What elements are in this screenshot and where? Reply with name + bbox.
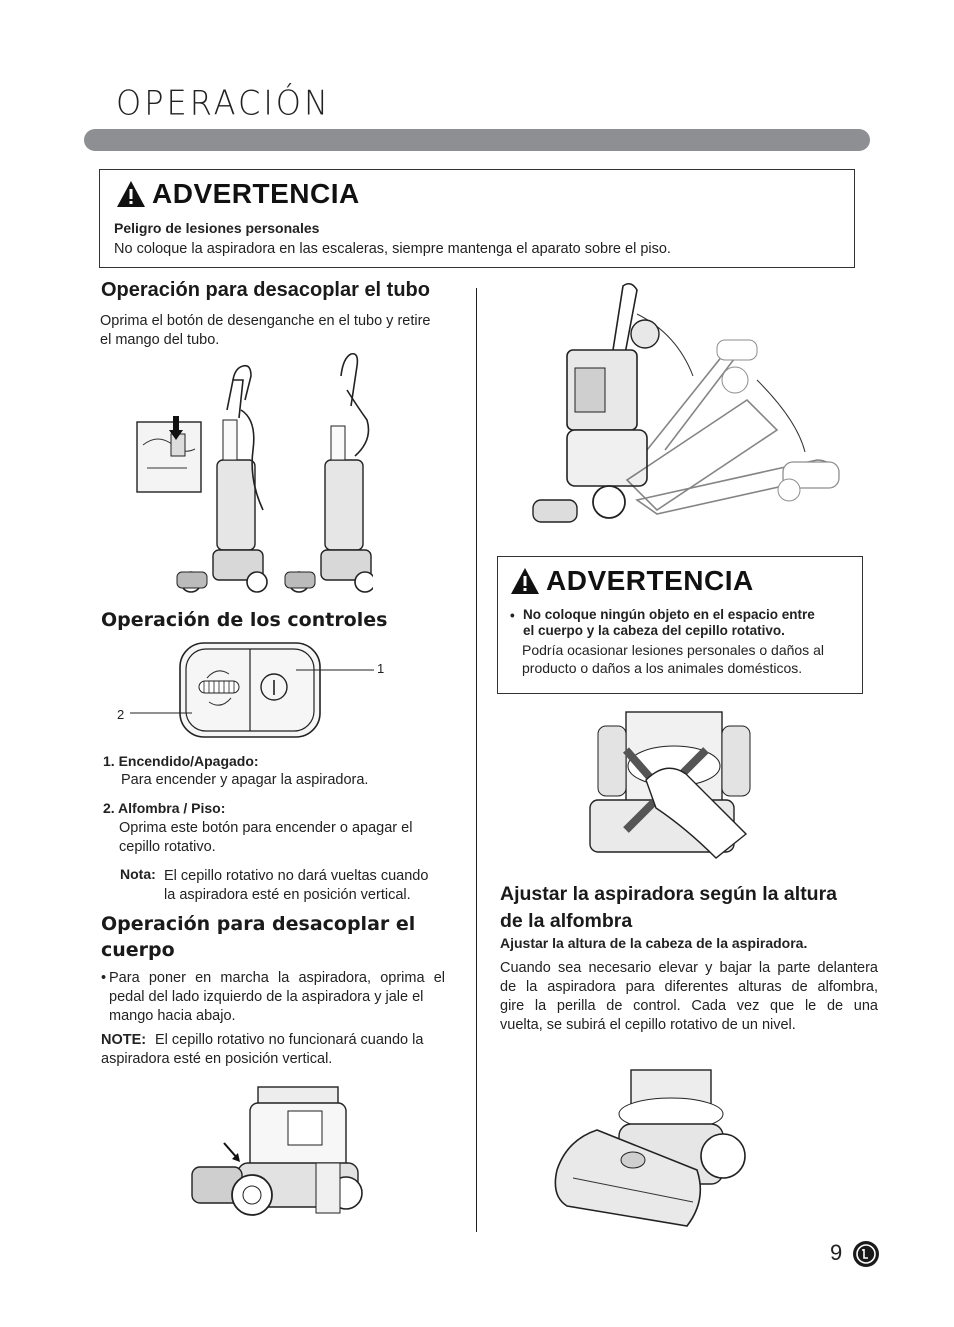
warning-right-text-1: Podría ocasionar lesiones personales o daños al (522, 642, 824, 658)
item2-text-2: cepillo rotativo. (119, 839, 216, 855)
warning-triangle-icon (510, 567, 540, 595)
tube-text-1: Oprima el botón de desenganche en el tubo y retire (100, 313, 431, 329)
callout-2: 2 (117, 707, 125, 722)
note-text-2: la aspiradora esté en posición vertical. (164, 887, 411, 903)
item1-text: Para encender y apagar la aspiradora. (121, 772, 369, 788)
warning-right-text-2: producto o daños a los animales domésticos. (522, 660, 803, 676)
item1-title: 1. Encendido/Apagado: (103, 753, 259, 769)
hand-brush-illustration (586, 710, 770, 862)
control-panel-illustration (112, 640, 392, 740)
warning-heading-right (510, 565, 754, 597)
warning-text: No coloque la aspiradora en las escaleras, siempre mantenga el aparato sobre el piso. (114, 241, 671, 257)
warning-subtitle: Peligro de lesiones personales (114, 220, 320, 236)
bullet-dot: • (101, 970, 107, 986)
body-note-label: NOTE: (101, 1032, 147, 1048)
height-text-3: gire la perilla de control. Cada vez que le de una (500, 998, 878, 1014)
height-subheading: Ajustar la altura de la cabeza de la aspiradora. (500, 935, 808, 951)
warning-title-right: ADVERTENCIA (546, 565, 754, 596)
note-text-1: El cepillo rotativo no dará vueltas cuando (164, 868, 429, 884)
height-text-2: de la aspiradora para diferentes alturas de alfombra, (500, 979, 878, 995)
height-text-4: vuelta, se subirá el cepillo rotativo de un nivel. (500, 1017, 796, 1033)
item2-title: 2. Alfombra / Piso: (103, 800, 226, 816)
bullet-dot-right: • (510, 608, 515, 623)
lg-logo-icon (853, 1241, 879, 1267)
body-note-1: El cepillo rotativo no funcionará cuando la (155, 1032, 424, 1048)
height-knob-illustration (553, 1068, 749, 1234)
section-heading-tube: Operación para desacoplar el tubo (101, 279, 430, 301)
tube-release-illustration (133, 350, 373, 598)
callout-1: 1 (377, 661, 385, 676)
warning-triangle-icon (116, 180, 146, 208)
body-bullet-3: mango hacia abajo. (109, 1008, 236, 1024)
warning-right-bold-1: No coloque ningún objeto en el espacio entre (523, 607, 815, 622)
body-bullet-1: Para poner en marcha la aspiradora, oprima el (109, 970, 445, 986)
section-heading-body-1: Operación para desacoplar el (101, 913, 416, 935)
section-heading-controls: Operación de los controles (101, 609, 388, 631)
body-release-illustration (188, 1083, 368, 1225)
title-bar (84, 129, 870, 151)
body-bullet-2: pedal del lado izquierdo de la aspiradora y jale el (109, 989, 424, 1005)
warning-box-top (99, 169, 855, 268)
warning-right-bold-2: el cuerpo y la cabeza del cepillo rotativo. (523, 623, 785, 638)
column-divider (476, 288, 477, 1232)
tube-text-2: el mango del tubo. (100, 332, 220, 348)
page-number: 9 (830, 1240, 843, 1265)
item2-text-1: Oprima este botón para encender o apagar el (119, 820, 413, 836)
section-heading-height-1: Ajustar la aspiradora según la altura (500, 883, 838, 905)
section-heading-body-2: cuerpo (101, 939, 175, 961)
page-title: OPERACIÓN (116, 83, 331, 123)
recline-illustration (527, 280, 847, 528)
warning-heading-top (116, 178, 360, 210)
note-label: Nota: (120, 866, 156, 882)
warning-box-right (497, 556, 863, 694)
body-note-2: aspiradora esté en posición vertical. (101, 1051, 333, 1067)
section-heading-height-2: de la alfombra (500, 910, 633, 932)
height-text-1: Cuando sea necesario elevar y bajar la parte delantera (500, 960, 878, 976)
warning-title: ADVERTENCIA (152, 178, 360, 209)
